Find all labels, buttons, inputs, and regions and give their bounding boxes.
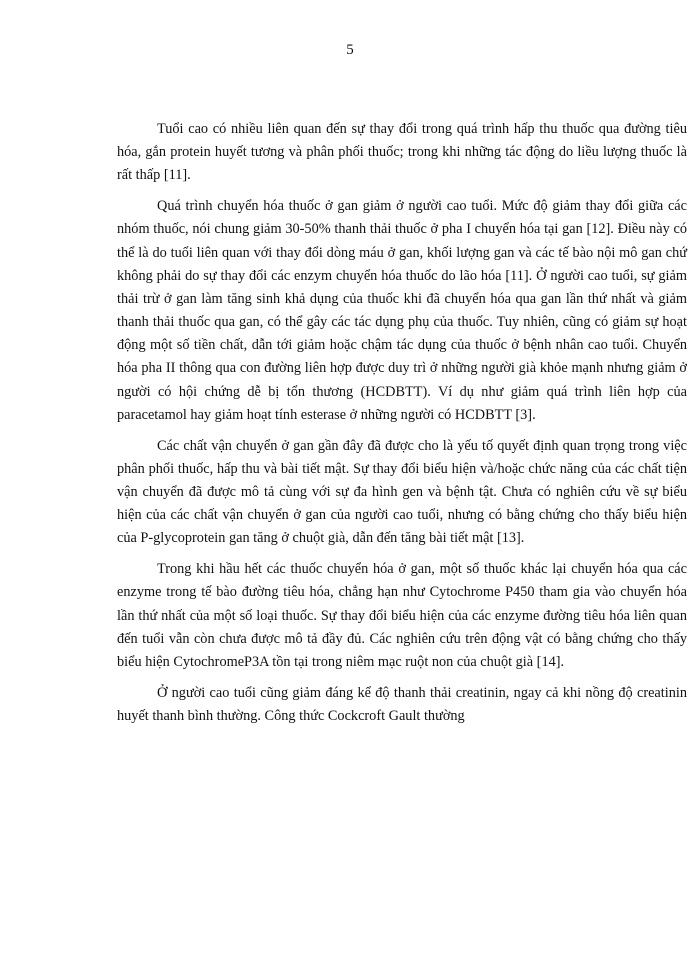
- page-number: 5: [346, 42, 354, 58]
- body-text: [117, 118, 687, 736]
- paragraph-creatinine-clearance: Ở người cao tuổi cũng giảm đáng kể độ thanh thải creatinin, ngay cả khi nồng độ creatinin huyết thanh bình thường. Công thức Cockcroft Gault thường: [117, 684, 687, 724]
- paragraph-hepatic-transporters: Các chất vận chuyển ở gan gần đây đã được cho là yếu tố quyết định quan trọng trong việc phân phối thuốc, hấp thu và bài tiết mật. Sự thay đổi biểu hiện và/hoặc chức năng của các chất tiện vận chuyển đã được mô tả cùng với sự đa hình gen và bệnh tật. Chưa có nghiên cứu về sự biểu hiện của các chất vận chuyển ở gan của người cao tuổi, nhưng có bằng chứng cho thấy biểu hiện của P-glycoprotein gan tăng ở chuột già, dẫn đến tăng bài tiết mật [13].: [117, 437, 687, 547]
- paragraph-age-absorption: Tuổi cao có nhiều liên quan đến sự thay đổi trong quá trình hấp thu thuốc qua đường tiêu hóa, gắn protein huyết tương và phân phối thuốc; trong khi những tác động do liều lượng thuốc là rất thấp [11].: [117, 121, 687, 184]
- paragraph-hepatic-metabolism: Quá trình chuyển hóa thuốc ở gan giảm ở người cao tuổi. Mức độ giảm thay đổi giữa các nhóm thuốc, nói chung giảm 30-50% thanh thải thuốc ở pha I chuyển hóa tại gan [12]. Điều này có thể là do tuổi liên quan với thay đổi dòng máu ở gan, khối lượng gan và các tế bào nội mô gan chứ không phải do sự thay đổi các enzym chuyển hóa thuốc do lão hóa [11]. Ở người cao tuổi, sự giảm thải trừ ở gan làm tăng sinh khả dụng của thuốc khi đã chuyển hóa qua gan lần thứ nhất và giảm thanh thải thuốc qua gan, có thể gây các tác dụng phụ của thuốc. Tuy nhiên, cũng có giảm sự hoạt động một số tiền chất, dẫn tới giảm hoặc chậm tác dụng của thuốc ở bệnh nhân cao tuổi. Chuyển hóa pha II thông qua con đường liên hợp được duy trì ở những người già khỏe mạnh nhưng giảm ở người có hội chứng dễ bị tổn thương (HCDBTT). Ví dụ như giảm quá trình liên hợp của paracetamol hay giảm hoạt tính esterase ở những người có HCDBTT [3].: [117, 198, 687, 423]
- paragraph-intestinal-enzymes: Trong khi hầu hết các thuốc chuyển hóa ở gan, một số thuốc khác lại chuyển hóa qua các enzyme trong tế bào đường tiêu hóa, chẳng hạn như Cytochrome P450 tham gia vào chuyển hóa lần thứ nhất của một số loại thuốc. Sự thay đổi biểu hiện của các enzyme đường tiêu hóa liên quan đến tuổi vẫn còn chưa được mô tả đầy đủ. Các nghiên cứu trên động vật có bằng chứng cho thấy biểu hiện CytochromeP3A tồn tại trong niêm mạc ruột non của chuột già [14].: [117, 561, 687, 670]
